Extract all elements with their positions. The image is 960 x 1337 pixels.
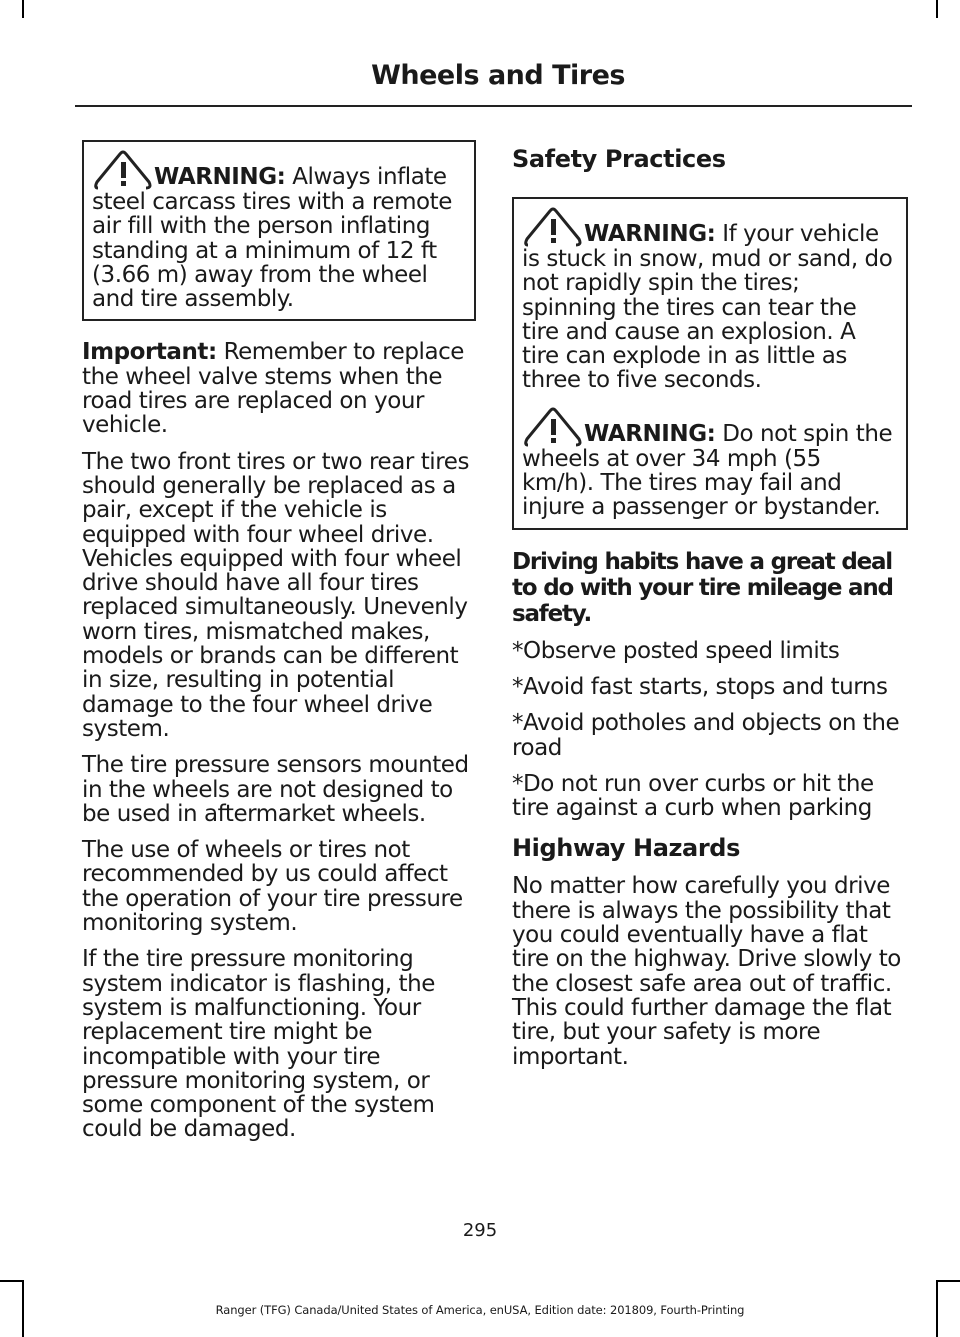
safety-practices-heading: Safety Practices <box>512 145 726 173</box>
driving-habits-heading: Driving habits have a great deal to do with your tire mileage and safety. <box>512 548 893 627</box>
warning-box <box>512 197 908 530</box>
warning-text: Always inflate steel carcass tires with a remote air fill with the person inflating standing at a minimum of 12 ft (3.66 m) away from the wheel and tire assembly. <box>92 164 452 313</box>
habit-item: *Avoid potholes and objects on the road <box>512 710 900 761</box>
important-label: Important: <box>82 339 217 366</box>
warning-label: WARNING: <box>584 221 716 247</box>
crop-mark-bottom-right-h <box>938 1280 960 1282</box>
paragraph-pressure-sensors: The tire pressure sensors mounted in the wheels are not designed to be used in aftermarket wheels. <box>82 752 469 827</box>
paragraph-wheel-use: The use of wheels or tires not recommended by us could affect the operation of your tire pressure monitoring system. <box>82 837 463 937</box>
right-column <box>512 145 908 1081</box>
habit-item: *Do not run over curbs or hit the tire against a curb when parking <box>512 770 874 822</box>
warning-triangle-icon <box>522 207 582 247</box>
warning-label: WARNING: <box>154 164 286 190</box>
footer-edition-text: Ranger (TFG) Canada/United States of America, enUSA, Edition date: 201809, Fourth-Printing <box>215 1303 745 1317</box>
warning-box <box>82 140 476 321</box>
header-divider <box>75 105 912 107</box>
habit-item: *Avoid fast starts, stops and turns <box>512 673 888 700</box>
warning-spin-speed <box>522 407 898 520</box>
habit-item: *Observe posted speed limits <box>512 637 840 664</box>
left-column <box>82 140 476 1154</box>
page-number: 295 <box>462 1220 498 1241</box>
warning-label: WARNING: <box>584 420 716 447</box>
page-title: Wheels and Tires <box>371 60 625 91</box>
crop-mark-top-left <box>22 0 24 18</box>
warning-triangle-icon <box>522 407 582 447</box>
warning-triangle-icon <box>92 150 152 190</box>
paragraph-tire-replacement: The two front tires or two rear tires should generally be replaced as a pair, except if the vehicle is equipped with four wheel drive. Vehicles equipped with four wheel drive should have all four tires replaced simultaneously. Unevenly worn tires, mismatched makes, models or brands can be different in size, resulting in potential damage to the four wheel drive system. <box>82 448 469 742</box>
paragraph-indicator-flashing: If the tire pressure monitoring system indicator is flashing, the system is malfunctioning. Your replacement tire might be incompatible with your tire pressure monitoring system, or some component of the system could be damaged. <box>82 946 435 1143</box>
crop-mark-bottom-left-h <box>0 1280 22 1282</box>
warning-text: If your vehicle is stuck in snow, mud or sand, do not rapidly spin the tires; spinning the tires can tear the tire and cause an explosion. A tire can explode in as little as three to five seconds. <box>522 221 893 394</box>
important-note <box>82 340 476 437</box>
highway-hazards-text: No matter how carefully you drive there is always the possibility that you could eventually have a flat tire on the highway. Drive slowly to the closest safe area out of traffic. This could further damage the flat tire, but your safety is more important. <box>512 873 901 1070</box>
warning-stuck-vehicle <box>522 207 898 393</box>
important-text: Remember to replace the wheel valve stems when the road tires are replaced on your vehicle. <box>82 339 465 439</box>
warning-text: Do not spin the wheels at over 34 mph (55 km/h). The tires may fail and injure a passenger or bystander. <box>522 420 893 521</box>
warning-steel-carcass <box>92 150 466 311</box>
crop-mark-top-right <box>936 0 938 18</box>
highway-hazards-heading: Highway Hazards <box>512 834 740 863</box>
